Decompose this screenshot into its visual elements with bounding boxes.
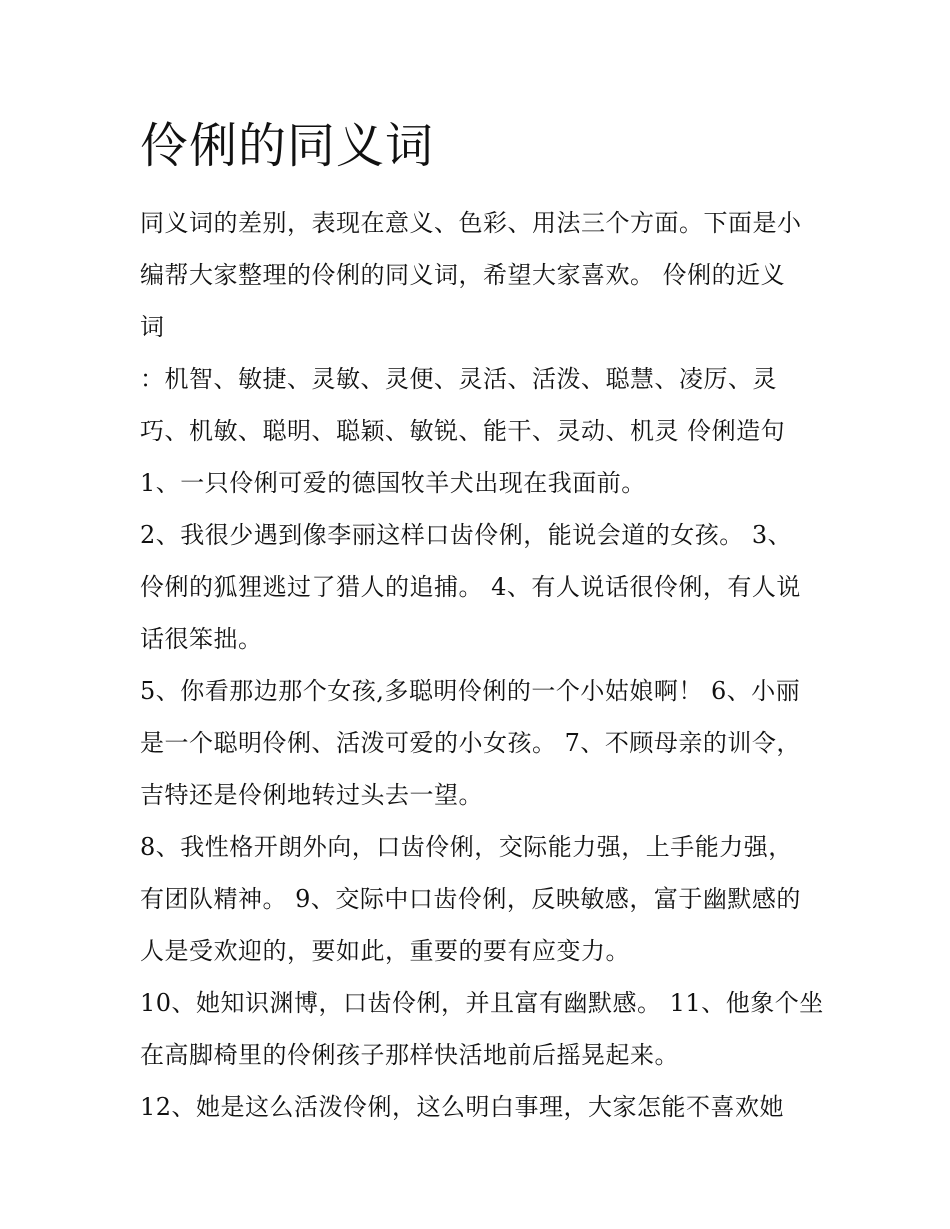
text-line: 编帮大家整理的伶俐的同义词，希望大家喜欢。 伶俐的近义	[140, 261, 786, 289]
text-line: 10、她知识渊博，口齿伶俐，并且富有幽默感。 11、他象个坐	[140, 989, 824, 1017]
text-line: 是一个聪明伶俐、活泼可爱的小女孩。 7、不顾母亲的训令，	[140, 729, 801, 757]
text-line: 巧、机敏、聪明、聪颖、敏锐、能干、灵动、机灵 伶俐造句	[140, 417, 786, 445]
page-title: 伶俐的同义词	[140, 118, 435, 174]
document-body	[140, 197, 824, 1133]
text-line: 伶俐的狐狸逃过了猎人的追捕。 4、有人说话很伶俐，有人说	[140, 573, 801, 601]
text-line: 有团队精神。 9、交际中口齿伶俐，反映敏感，富于幽默感的	[140, 885, 801, 913]
text-line: 8、我性格开朗外向，口齿伶俐，交际能力强，上手能力强，	[140, 833, 793, 861]
text-line: 话很笨拙。	[140, 625, 263, 653]
text-line: 人是受欢迎的，要如此，重要的要有应变力。	[140, 937, 630, 965]
text-line: 吉特还是伶俐地转过头去一望。	[140, 781, 483, 809]
text-line: 5、你看那边那个女孩,多聪明伶俐的一个小姑娘啊！ 6、小丽	[140, 677, 801, 705]
text-line: ：机智、敏捷、灵敏、灵便、灵活、活泼、聪慧、凌厉、灵	[140, 365, 777, 393]
text-line: 2、我很少遇到像李丽这样口齿伶俐，能说会道的女孩。 3、	[140, 521, 793, 549]
text-line: 1、一只伶俐可爱的德国牧羊犬出现在我面前。	[140, 469, 646, 497]
text-line: 12、她是这么活泼伶俐，这么明白事理，大家怎能不喜欢她	[140, 1093, 785, 1121]
text-line: 词	[140, 313, 165, 341]
text-line: 在高脚椅里的伶俐孩子那样快活地前后摇晃起来。	[140, 1041, 679, 1069]
text-line: 同义词的差别，表现在意义、色彩、用法三个方面。下面是小	[140, 209, 802, 237]
